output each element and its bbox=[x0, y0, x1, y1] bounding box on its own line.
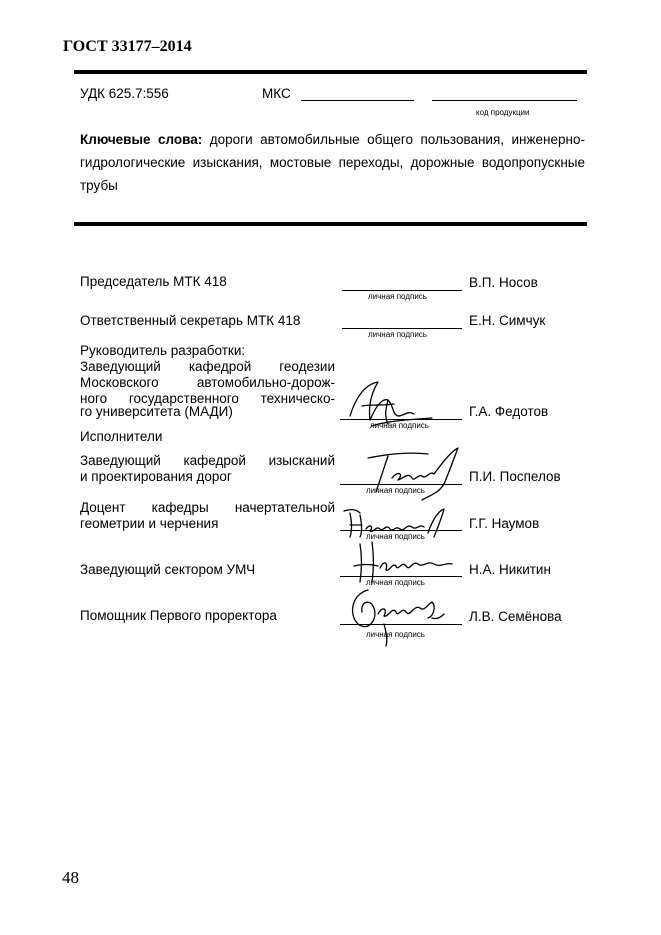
role-heading: Руководитель разработки: bbox=[80, 343, 246, 358]
signatory-name: П.И. Поспелов bbox=[469, 469, 561, 484]
role-line: и проектирования дорог bbox=[80, 469, 232, 484]
signatory-role: Ответственный секретарь МТК 418 bbox=[80, 313, 301, 328]
keywords-block bbox=[80, 128, 585, 197]
role-line: Заведующий кафедрой геодезии bbox=[80, 359, 335, 374]
product-code-caption: код продукции bbox=[476, 108, 530, 117]
signatory-name: Г.А. Федотов bbox=[469, 404, 549, 419]
handwritten-signature-semenova bbox=[344, 584, 454, 648]
keywords-text: дороги автомобильные общего пользования, инженерно-гидрологические изыскания, мостовые переходы, дорожные водопропускные трубы bbox=[80, 132, 585, 193]
signature-caption: личная подпись bbox=[368, 292, 427, 301]
role-line: го университета (МАДИ) bbox=[80, 404, 233, 419]
section-heading: Исполнители bbox=[80, 429, 163, 444]
signature-caption: личная подпись bbox=[366, 532, 425, 541]
signatory-role: Заведующий сектором УМЧ bbox=[80, 562, 256, 577]
signatory-name: В.П. Носов bbox=[469, 275, 538, 290]
signature-caption: личная подпись bbox=[368, 330, 427, 339]
handwritten-signature-nikitin bbox=[348, 538, 458, 588]
keywords-label: Ключевые слова: bbox=[80, 132, 203, 147]
mks-blank-line bbox=[301, 100, 414, 101]
udk-code: УДК 625.7:556 bbox=[80, 86, 169, 101]
signature-line bbox=[342, 290, 462, 291]
signatory-name: Н.А. Никитин bbox=[469, 562, 551, 577]
signature-caption: личная подпись bbox=[366, 578, 425, 587]
role-line: Заведующий кафедрой изысканий bbox=[80, 453, 335, 468]
role-line: Московского автомобильно-дорож- bbox=[80, 375, 335, 390]
signature-line bbox=[342, 328, 462, 329]
page-number: 48 bbox=[62, 868, 79, 887]
handwritten-signature-fedotov bbox=[342, 376, 442, 436]
signature-caption: личная подпись bbox=[366, 486, 425, 495]
bottom-rule bbox=[74, 222, 587, 226]
document-header: ГОСТ 33177–2014 bbox=[63, 38, 192, 55]
role-line: ного государственного техническо- bbox=[80, 391, 335, 406]
signature-caption: личная подпись bbox=[366, 630, 425, 639]
signature-caption: личная подпись bbox=[370, 421, 429, 430]
mks-label: МКС bbox=[262, 86, 291, 101]
top-rule bbox=[74, 70, 587, 74]
signatory-name: Г.Г. Наумов bbox=[469, 516, 540, 531]
signatory-role: Председатель МТК 418 bbox=[80, 274, 227, 289]
signatory-name: Л.В. Семёнова bbox=[469, 609, 562, 624]
handwritten-signature-pospelov bbox=[358, 444, 478, 504]
signatory-name: Е.Н. Симчук bbox=[469, 313, 546, 328]
handwritten-signature-naumov bbox=[340, 503, 460, 543]
role-line: Доцент кафедры начертательной bbox=[80, 500, 335, 515]
product-code-blank-line bbox=[432, 100, 577, 101]
signatory-role: Помощник Первого проректора bbox=[80, 608, 277, 623]
role-line: геометрии и черчения bbox=[80, 516, 219, 531]
